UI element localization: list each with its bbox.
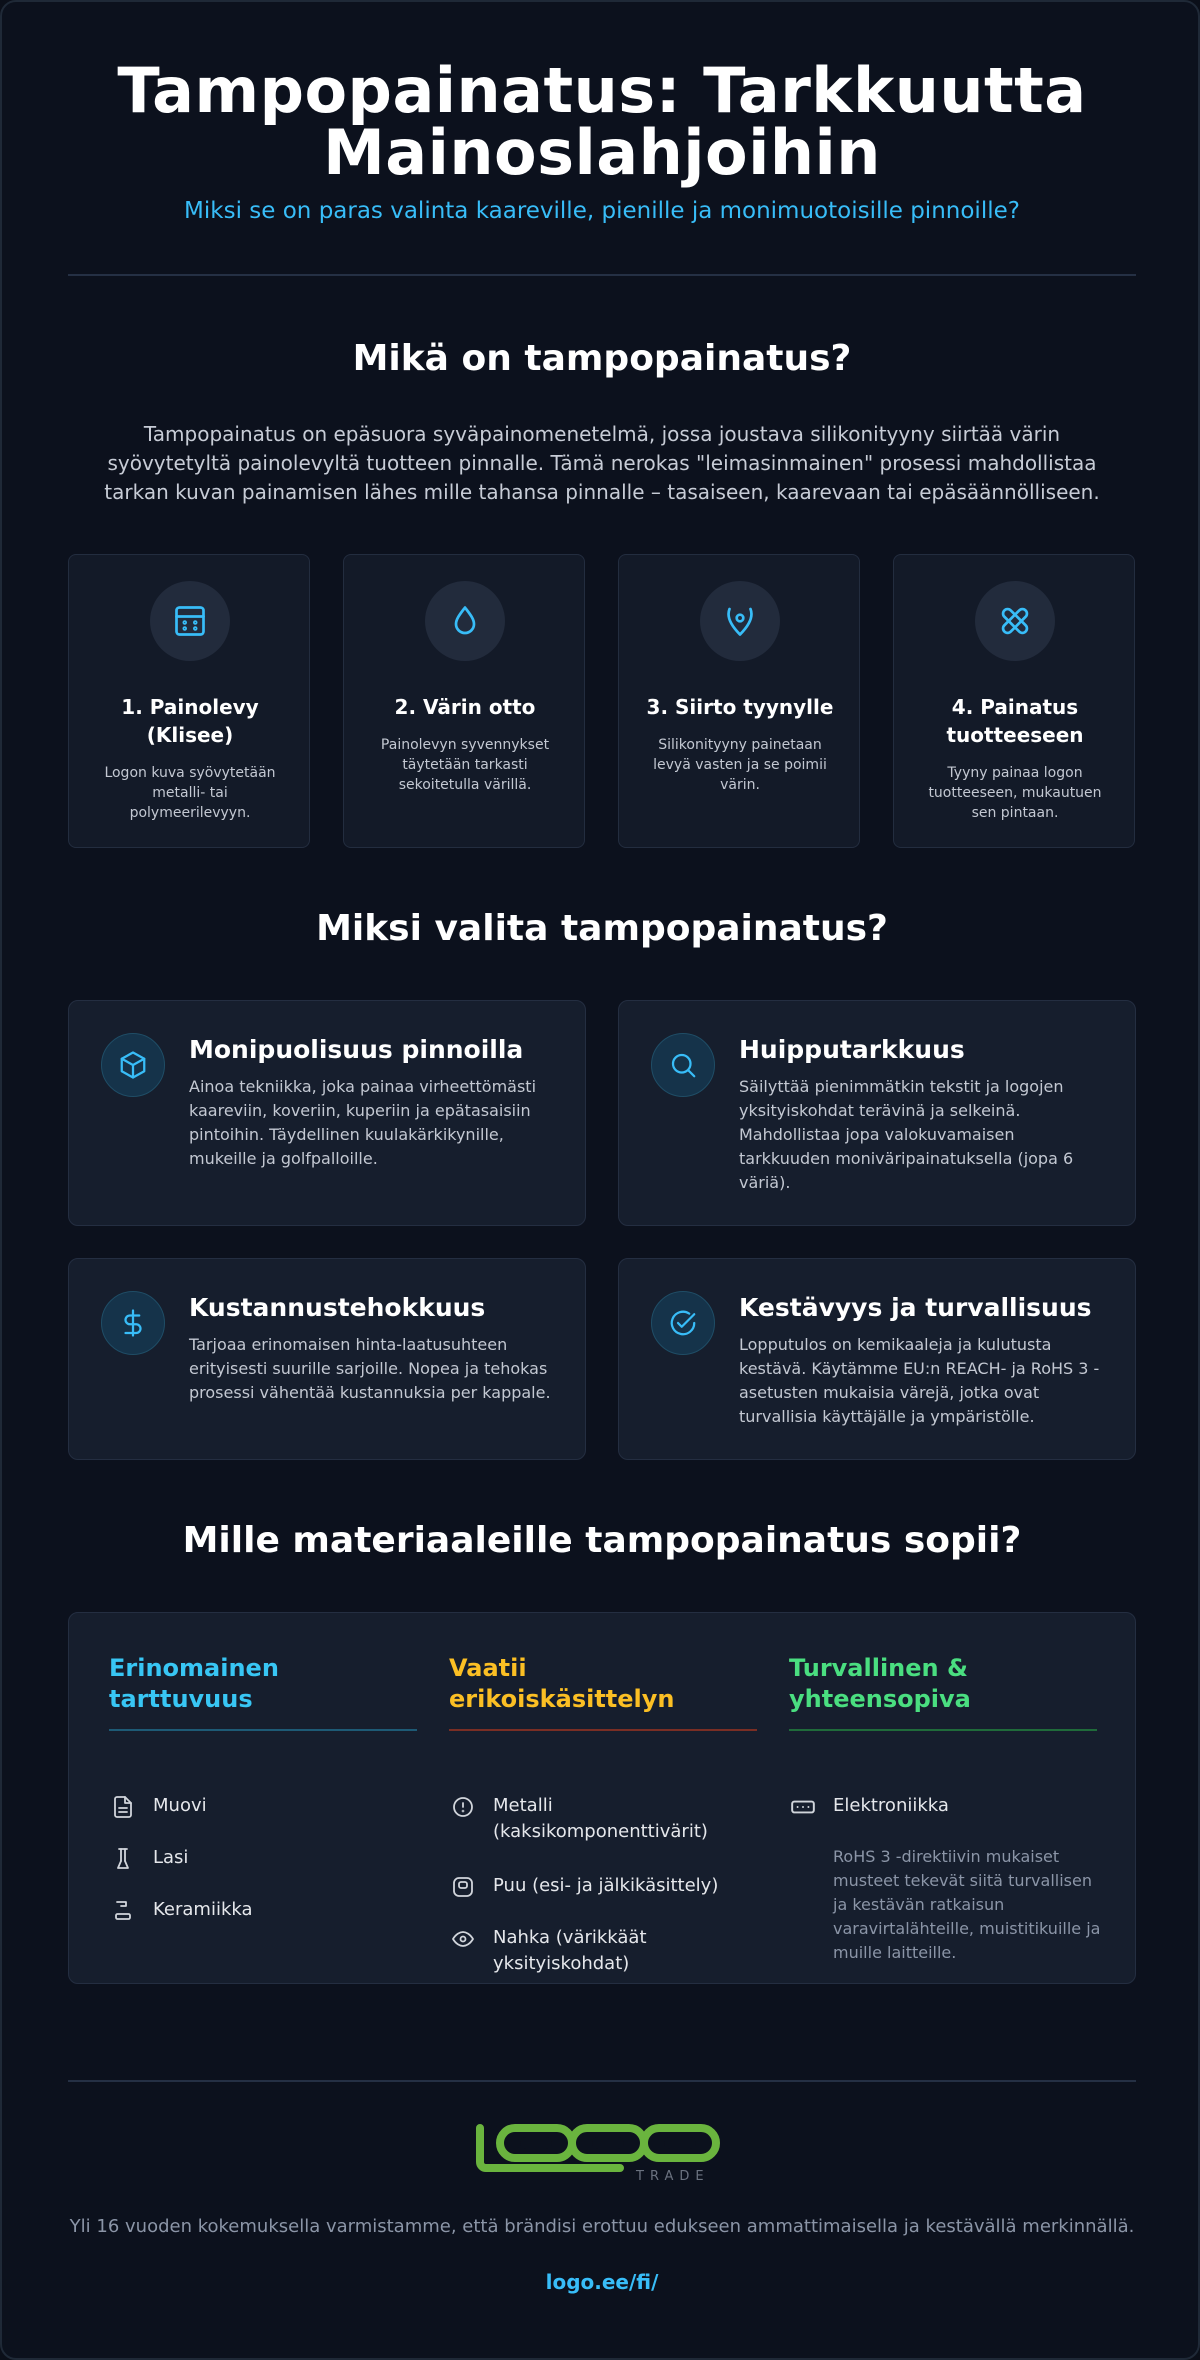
pad-icon (700, 581, 780, 661)
step-desc: Logon kuva syövytetään metalli- tai polymeerilevyyn. (104, 765, 276, 821)
step-card (343, 554, 585, 848)
column-heading: Erinomainen tarttuvuus (109, 1654, 279, 1713)
materials-column (789, 1653, 1101, 1962)
wood-icon (449, 1873, 477, 1901)
step-title: 3. Siirto tyynylle (646, 695, 834, 719)
materials-column (449, 1653, 757, 1974)
intro-text: Tampopainatus on epäsuora syväpainomenetelmä, jossa joustava silikonityyny siirtää värin syövytetyltä painolevyltä tuotteen pinnalle. Tämä nerokas "leimasinmainen" prosessi mahdollistaa tarkan kuvan painamisen lähes mille tahansa pinnalle – tasaiseen, kaarevaan tai epäsäännölliseen. (104, 422, 1100, 504)
feature-card (68, 1000, 586, 1226)
column-divider (449, 1729, 757, 1731)
item-label: Lasi (153, 1847, 189, 1868)
battery-icon (789, 1793, 817, 1821)
feature-desc: Lopputulos on kemikaaleja ja kulutusta kestävä. Käytämme EU:n REACH- ja RoHS 3 -asetusten mukaisia värejä, jotka ovat turvallisia käyttäjälle ja ympäristölle. (739, 1335, 1100, 1426)
footer-link[interactable]: logo.ee/fi/ (545, 2270, 659, 2294)
list-item (449, 1873, 718, 1901)
alert-circle-icon (449, 1793, 477, 1821)
section-title-why: Miksi valita tampopainatus? (316, 908, 888, 949)
header (68, 54, 1136, 224)
step-desc: Silikonityyny painetaan levyä vasten ja se poimii värin. (653, 737, 827, 793)
feature-title: Kustannustehokkuus (189, 1293, 486, 1322)
plate-icon (150, 581, 230, 661)
divider (68, 274, 1136, 276)
list-item (109, 1793, 207, 1821)
feature-title: Monipuolisuus pinnoilla (189, 1035, 524, 1064)
item-label: Nahka (värikkäät yksityiskohdat) (493, 1927, 647, 1974)
feature-card (618, 1000, 1136, 1226)
ink-drop-icon (425, 581, 505, 661)
section-title-what: Mikä on tampopainatus? (352, 338, 852, 379)
check-circle-icon (651, 1291, 715, 1355)
feature-desc: Ainoa tekniikka, joka painaa virheettömästi kaareviin, koveriin, kuperiin ja epätasaisiin pintoihin. Täydellinen kuulakärkikynille, mukeille ja golfpalloille. (189, 1077, 537, 1168)
list-item (449, 1793, 733, 1845)
item-label: Puu (esi- ja jälkikäsittely) (493, 1875, 719, 1896)
list-item (109, 1897, 253, 1925)
glass-icon (109, 1845, 137, 1873)
item-label: Elektroniikka (833, 1795, 949, 1816)
feature-card (618, 1258, 1136, 1460)
materials-panel (68, 1612, 1136, 1984)
feature-title: Kestävyys ja turvallisuus (739, 1293, 1092, 1322)
step-card (893, 554, 1135, 848)
feature-desc: Säilyttää pienimmätkin tekstit ja logojen yksityiskohdat terävinä ja selkeinä. Mahdollistaa jopa valokuvamaisen tarkkuuden moniväripainatuksella (jopa 6 väriä). (739, 1077, 1074, 1192)
logo-text: TRADE (636, 2169, 710, 2184)
list-item (789, 1793, 949, 1821)
file-icon (109, 1793, 137, 1821)
step-card (68, 554, 310, 848)
item-label: Keramiikka (153, 1899, 253, 1920)
cube-icon (101, 1033, 165, 1097)
list-item (449, 1925, 733, 1977)
column-heading: Turvallinen & yhteensopiva (789, 1654, 971, 1713)
search-icon (651, 1033, 715, 1097)
divider (68, 2080, 1136, 2082)
page-title: Tampopainatus: Tarkkuutta Mainoslahjoihin (117, 54, 1087, 189)
step-card (618, 554, 860, 848)
step-desc: Tyyny painaa logon tuotteeseen, mukautuen sen pintaan. (928, 765, 1102, 821)
list-item (109, 1845, 188, 1873)
feature-title: Huipputarkkuus (739, 1035, 965, 1064)
dollar-icon (101, 1291, 165, 1355)
print-icon (975, 581, 1055, 661)
column-heading: Vaatii erikoiskäsittelyn (449, 1654, 675, 1713)
eye-icon (449, 1925, 477, 1953)
column-divider (109, 1729, 417, 1731)
materials-column (109, 1653, 417, 1920)
step-title: 1. Painolevy (Klisee) (121, 695, 259, 747)
column-divider (789, 1729, 1097, 1731)
materials-note: RoHS 3 -direktiivin mukaiset musteet tekevät siitä turvallisen ja kestävän ratkaisun varavirtalähteille, muistitikuille ja muille laitteille. (833, 1847, 1101, 1962)
ceramic-icon (109, 1897, 137, 1925)
item-label: Metalli (kaksikomponenttivärit) (493, 1795, 708, 1842)
step-title: 2. Värin otto (394, 695, 536, 719)
page-subtitle: Miksi se on paras valinta kaareville, pienille ja monimuotoisille pinnoille? (184, 198, 1020, 224)
footer-text: Yli 16 vuoden kokemuksella varmistamme, että brändisi erottuu edukseen ammattimaisella ja kestävällä merkinnällä. (69, 2216, 1135, 2237)
logo (476, 2120, 726, 2186)
feature-card (68, 1258, 586, 1460)
item-label: Muovi (153, 1795, 207, 1816)
section-title-materials: Mille materiaaleille tampopainatus sopii? (182, 1520, 1022, 1561)
feature-desc: Tarjoaa erinomaisen hinta-laatusuhteen erityisesti suurille sarjoille. Nopea ja tehokas prosessi vähentää kustannuksia per kappale. (189, 1335, 551, 1402)
step-desc: Painolevyn syvennykset täytetään tarkasti sekoitetulla värillä. (380, 737, 550, 793)
step-title: 4. Painatus tuotteeseen (946, 695, 1084, 747)
